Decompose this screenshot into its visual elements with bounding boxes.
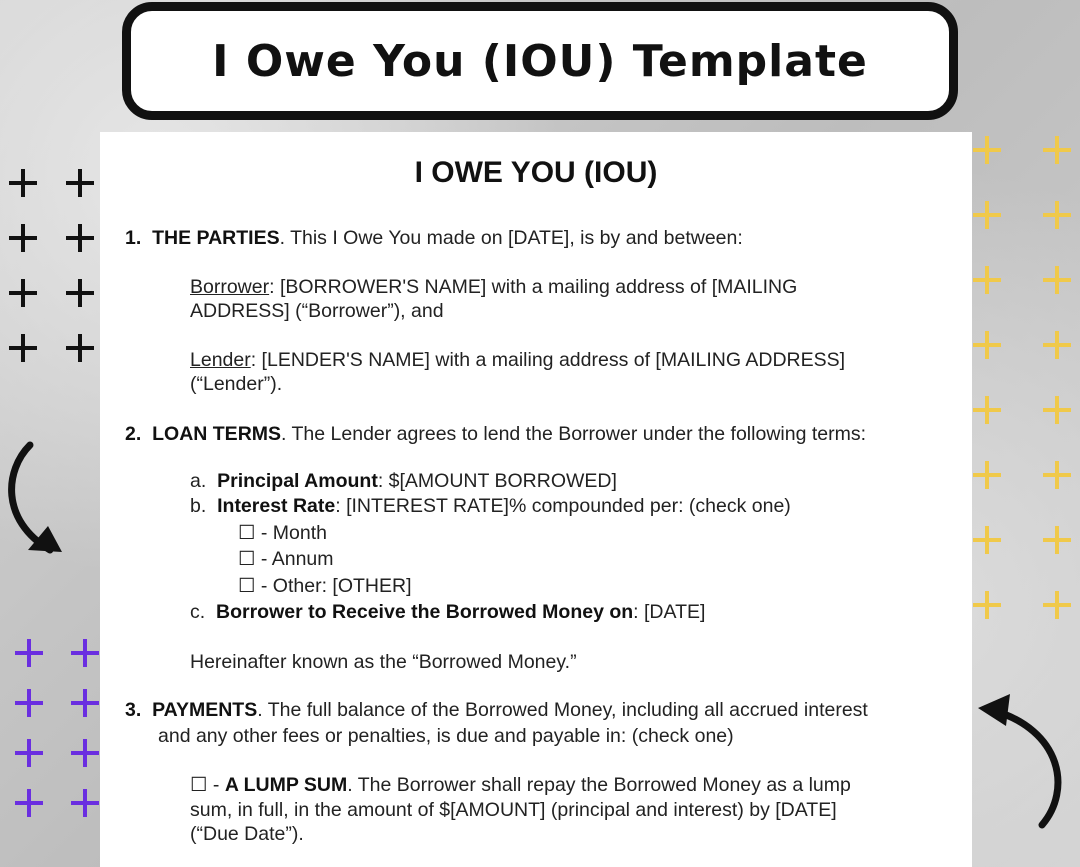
- lump-sum-checkbox[interactable]: ☐ -: [190, 774, 225, 796]
- curved-arrow-right-icon: [972, 690, 1072, 830]
- lender-label: Lender: [190, 349, 251, 371]
- section-heading: LOAN TERMS: [152, 423, 282, 445]
- section-heading: PAYMENTS: [152, 699, 258, 721]
- lump-sum-line-2: sum, in full, in the amount of $[AMOUNT] (principal and interest) by [DATE]: [190, 799, 837, 821]
- term-text: : [INTEREST RATE]% compounded per: (check one): [335, 495, 791, 517]
- plus-icon: [972, 590, 1002, 620]
- section-number: 3.: [125, 699, 142, 721]
- term-text: : $[AMOUNT BORROWED]: [377, 470, 617, 492]
- plus-icon: [972, 135, 1002, 165]
- term-label: Borrower to Receive the Borrowed Money on: [216, 601, 634, 623]
- plus-icon: [972, 265, 1002, 295]
- lump-sum-text: . The Borrower shall repay the Borrowed Money as a lump: [347, 774, 851, 796]
- section-heading: THE PARTIES: [152, 227, 280, 249]
- section-number: 2.: [125, 423, 142, 445]
- plus-icon: [65, 333, 95, 363]
- plus-icon: [14, 788, 44, 818]
- plus-icon: [972, 395, 1002, 425]
- plus-icon: [65, 278, 95, 308]
- lender-line-1: [190, 348, 845, 372]
- document-title: I OWE YOU (IOU): [414, 156, 658, 189]
- plus-icon: [1042, 525, 1072, 555]
- plus-icon: [972, 200, 1002, 230]
- lump-sum-line-3: (“Due Date”).: [190, 823, 304, 845]
- lender-line-2: (“Lender”).: [190, 373, 283, 395]
- checkbox-option-other[interactable]: ☐ - Other: [OTHER]: [238, 575, 412, 597]
- section-number: 1.: [125, 227, 142, 249]
- plus-icon: [14, 738, 44, 768]
- banner-title: I Owe You (IOU) Template: [212, 35, 868, 87]
- borrower-line-2: ADDRESS] (“Borrower”), and: [190, 300, 444, 322]
- section-2-heading-line: [125, 422, 866, 446]
- plus-icon: [14, 638, 44, 668]
- term-text: : [DATE]: [633, 601, 706, 623]
- plus-icon: [972, 525, 1002, 555]
- section-text: . The Lender agrees to lend the Borrower under the following terms:: [281, 423, 867, 445]
- term-b: [190, 494, 791, 518]
- plus-icon: [1042, 135, 1072, 165]
- borrower-text: : [BORROWER'S NAME] with a mailing address of [MAILING: [269, 276, 798, 298]
- section-text: . The full balance of the Borrowed Money, including all accrued interest: [257, 699, 868, 721]
- plus-icon: [65, 168, 95, 198]
- checkbox-option-annum[interactable]: ☐ - Annum: [238, 548, 334, 570]
- plus-icon: [70, 688, 100, 718]
- term-letter: c.: [190, 601, 206, 623]
- plus-icon: [1042, 200, 1072, 230]
- lump-sum-label: A LUMP SUM: [224, 774, 348, 796]
- plus-icon: [1042, 395, 1072, 425]
- term-c: [190, 600, 705, 624]
- plus-icon: [1042, 460, 1072, 490]
- plus-icon: [972, 460, 1002, 490]
- plus-icon: [1042, 330, 1072, 360]
- section-text: . This I Owe You made on [DATE], is by and between:: [279, 227, 743, 249]
- plus-icon: [8, 278, 38, 308]
- term-label: Interest Rate: [217, 495, 336, 517]
- term-letter: b.: [190, 495, 207, 517]
- plus-icon: [14, 688, 44, 718]
- borrower-line-1: [190, 275, 797, 299]
- plus-icon: [70, 738, 100, 768]
- title-banner: [122, 2, 958, 120]
- plus-icon: [70, 788, 100, 818]
- term-a: [190, 469, 617, 493]
- section-1-heading-line: [125, 226, 743, 250]
- lender-text: : [LENDER'S NAME] with a mailing address of [MAILING ADDRESS]: [250, 349, 846, 371]
- plus-icon: [8, 168, 38, 198]
- payments-line-2: and any other fees or penalties, is due and payable in: (check one): [158, 725, 734, 747]
- plus-icon: [8, 333, 38, 363]
- hereinafter-text: Hereinafter known as the “Borrowed Money.”: [190, 651, 577, 673]
- term-label: Principal Amount: [217, 470, 378, 492]
- plus-icon: [1042, 265, 1072, 295]
- section-3-heading-line: [125, 698, 868, 722]
- plus-icon: [972, 330, 1002, 360]
- plus-icon: [70, 638, 100, 668]
- lump-sum-line-1[interactable]: [190, 773, 851, 797]
- plus-icon: [65, 223, 95, 253]
- plus-icon: [8, 223, 38, 253]
- plus-icon: [1042, 590, 1072, 620]
- checkbox-option-month[interactable]: ☐ - Month: [238, 522, 328, 544]
- term-letter: a.: [190, 470, 207, 492]
- curved-arrow-left-icon: [0, 440, 80, 570]
- borrower-label: Borrower: [190, 276, 270, 298]
